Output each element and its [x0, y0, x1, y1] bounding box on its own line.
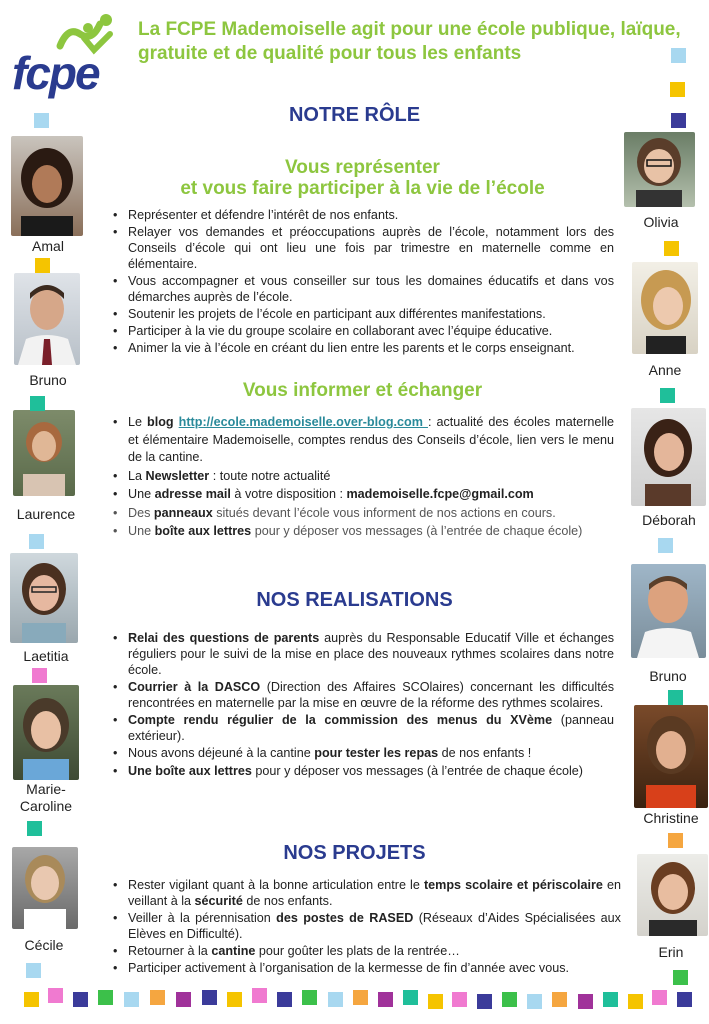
portrait-laurence — [13, 410, 75, 496]
decor-square — [73, 992, 88, 1007]
decor-square — [35, 258, 50, 273]
decor-square — [502, 992, 517, 1007]
decor-square — [378, 992, 393, 1007]
decor-square — [658, 538, 673, 553]
decor-square — [671, 113, 686, 128]
projects-list — [110, 877, 621, 977]
list-item: • Une boîte aux lettres pour y déposer vos messages (à l’entrée de chaque école) — [110, 523, 614, 541]
decor-square — [34, 113, 49, 128]
decor-square — [32, 668, 47, 683]
name-marie-caroline: Marie-Caroline — [19, 781, 73, 814]
name-bruno-right: Bruno — [649, 668, 687, 684]
decor-square — [227, 992, 242, 1007]
decor-square — [30, 396, 45, 411]
list-item: • Compte rendu régulier de la commission des menus du XVème (panneau extérieur). — [110, 712, 614, 744]
inform-title: Vous informer et échanger — [242, 380, 483, 401]
list-item: • Vous accompagner et vous conseiller sur tous les domaines éducatifs et dans vos démarches auprès de l’école. — [110, 273, 614, 305]
portrait-bruno-right — [631, 564, 706, 658]
represent-title-line2: et vous faire participer à la vie de l’école — [180, 178, 545, 199]
portrait-christine — [634, 705, 708, 808]
portrait-laetitia — [10, 553, 78, 643]
represent-title-line1: Vous représenter — [285, 157, 440, 178]
decor-square — [660, 388, 675, 403]
decor-square — [452, 992, 467, 1007]
list-item: • Participer activement à l’organisation de la kermesse de fin d’année avec vous. — [110, 960, 621, 976]
name-deborah: Déborah — [642, 512, 696, 528]
decor-square — [628, 994, 643, 1009]
decor-square — [673, 970, 688, 985]
decor-square — [124, 992, 139, 1007]
decor-square — [403, 990, 418, 1005]
portrait-amal — [11, 136, 83, 236]
list-item: • Relai des questions de parents auprès du Responsable Educatif Ville et échanges réguliers pour le suivi de la mise en place des nouveaux rythmes scolaires dans notre école. — [110, 630, 614, 678]
headline: La FCPE Mademoiselle agit pour une école publique, laïque, gratuite et de qualité pour tous les enfants — [138, 19, 681, 64]
portrait-olivia — [624, 132, 695, 207]
decor-square — [670, 82, 685, 97]
decor-square — [150, 990, 165, 1005]
decor-square — [428, 994, 443, 1009]
decor-square — [252, 988, 267, 1003]
decor-square — [98, 990, 113, 1005]
list-item: • La Newsletter : toute notre actualité — [110, 468, 614, 486]
decor-square — [26, 963, 41, 978]
decor-square — [578, 994, 593, 1009]
name-erin: Erin — [658, 944, 684, 960]
decor-square — [29, 534, 44, 549]
represent-list — [110, 207, 614, 357]
list-item: • Retourner à la cantine pour goûter les plats de la rentrée… — [110, 943, 621, 959]
list-item: • Rester vigilant quant à la bonne articulation entre le temps scolaire et périscolaire en veillant à la sécurité de nos enfants. — [110, 877, 621, 909]
decor-square — [664, 241, 679, 256]
name-anne: Anne — [648, 362, 682, 378]
name-laurence: Laurence — [16, 506, 76, 522]
decor-square — [671, 48, 686, 63]
decor-square — [477, 994, 492, 1009]
list-item: • Participer à la vie du groupe scolaire en collaborant avec l’équipe éducative. — [110, 323, 614, 339]
list-item: • Une adresse mail à votre disposition : mademoiselle.fcpe@gmail.com — [110, 486, 614, 504]
decor-square — [668, 690, 683, 705]
decor-square — [603, 992, 618, 1007]
name-christine: Christine — [643, 810, 699, 826]
represent-title — [110, 157, 615, 199]
list-item: • Le blog http://ecole.mademoiselle.over-blog.com : actualité des écoles maternelle et élémentaire Mademoiselle, comptes rendus des Conseils d’école, lien vers le menu de la cantine. — [110, 414, 614, 467]
list-item: • Animer la vie à l’école en créant du lien entre les parents et le corps enseignant. — [110, 340, 614, 356]
decor-square — [48, 988, 63, 1003]
decor-square — [353, 990, 368, 1005]
decor-square — [27, 821, 42, 836]
blog-link[interactable]: http://ecole.mademoiselle.over-blog.com — [178, 415, 428, 429]
name-cecile: Cécile — [24, 937, 64, 953]
decor-square — [668, 833, 683, 848]
decor-square — [277, 992, 292, 1007]
achievements-title: NOS REALISATIONS — [256, 589, 453, 611]
section-role-title: NOTRE RÔLE — [288, 104, 421, 126]
decor-square — [527, 994, 542, 1009]
projects-title: NOS PROJETS — [283, 842, 426, 864]
list-item: • Nous avons déjeuné à la cantine pour tester les repas de nos enfants ! — [110, 745, 614, 761]
decor-square — [328, 992, 343, 1007]
achievements-list — [110, 630, 614, 782]
list-item: • Veiller à la pérennisation des postes de RASED (Réseaux d’Aides Spécialisées aux Elèves en Difficulté). — [110, 910, 621, 942]
decor-square — [677, 992, 692, 1007]
list-item: • Une boîte aux lettres pour y déposer vos messages (à l’entrée de chaque école) — [110, 762, 614, 781]
name-bruno-left: Bruno — [29, 372, 67, 388]
portrait-cecile — [12, 847, 78, 929]
logo-text: fcpe — [12, 47, 99, 99]
name-olivia: Olivia — [643, 214, 679, 230]
portrait-deborah — [631, 408, 706, 506]
decor-square — [176, 992, 191, 1007]
list-item: • Des panneaux situés devant l’école vous informent de nos actions en cours. — [110, 505, 614, 523]
decor-square — [302, 990, 317, 1005]
decor-square — [24, 992, 39, 1007]
list-item: • Relayer vos demandes et préoccupations auprès de l’école, notamment lors des Conseils d’école qui ont lieu une fois par trimestre en maternelle comme en élémentaire. — [110, 224, 614, 272]
portrait-erin — [637, 854, 708, 936]
list-item: • Courrier à la DASCO (Direction des Affaires SCOlaires) concernant les difficultés rencontrées en maternelle par la mise en œuvre de la réforme des rythmes scolaires. — [110, 679, 614, 711]
decor-square — [552, 992, 567, 1007]
inform-list — [110, 414, 614, 542]
decor-square — [652, 990, 667, 1005]
name-amal: Amal — [32, 238, 64, 254]
list-item: • Soutenir les projets de l’école en participant aux différentes manifestations. — [110, 306, 614, 322]
name-laetitia: Laetitia — [23, 648, 69, 664]
decor-square — [202, 990, 217, 1005]
email-address[interactable]: mademoiselle.fcpe@gmail.com — [346, 487, 534, 501]
fcpe-logo — [10, 8, 120, 103]
portrait-bruno-left — [14, 273, 80, 365]
portrait-anne — [632, 262, 698, 354]
list-item: • Représenter et défendre l’intérêt de nos enfants. — [110, 207, 614, 223]
portrait-marie-caroline — [13, 685, 79, 780]
